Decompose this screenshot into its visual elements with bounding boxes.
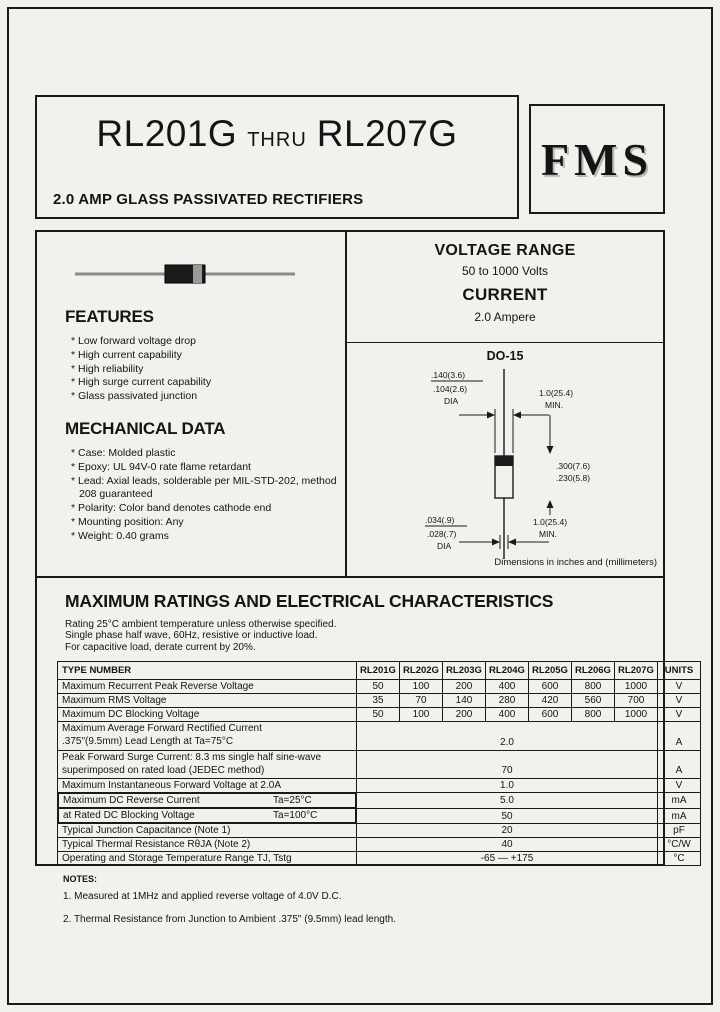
unit-cell: mA (658, 808, 701, 824)
row-condition: Ta=25°C (273, 795, 312, 807)
cell-value: 50 (357, 708, 400, 722)
cell-value-spanning: -65 — +175 (357, 852, 658, 866)
cathode-band (495, 456, 513, 466)
unit-cell: °C (658, 852, 701, 866)
table-row (58, 808, 701, 824)
ratings-table (57, 661, 701, 866)
cell-value-spanning: 70 (357, 750, 658, 779)
cell-value: 800 (572, 708, 615, 722)
voltage-range-label: VOLTAGE RANGE (434, 242, 576, 259)
column-header: RL202G (400, 662, 443, 680)
cell-value: 50 (357, 680, 400, 694)
row-label: Operating and Storage Temperature Range TJ, Tstg (58, 852, 357, 866)
table-row (58, 779, 701, 793)
cell-value: 35 (357, 694, 400, 708)
mechanical-item: * Lead: Axial leads, solderable per MIL-STD-202, method 208 guaranteed (71, 474, 337, 501)
table-row (58, 852, 701, 866)
unit-cell: °C/W (658, 838, 701, 852)
ratings-section (37, 591, 694, 866)
title-part-number-start: RL201G (96, 113, 238, 154)
unit-cell: A (658, 750, 701, 779)
row-label: Typical Junction Capacitance (Note 1) (58, 824, 357, 838)
mechanical-list (67, 447, 345, 544)
do15-dimension-drawing (347, 365, 663, 561)
table-header-row (58, 662, 701, 680)
features-list (67, 335, 345, 404)
row-condition: Ta=100°C (273, 810, 318, 822)
mechanical-item: * Mounting position: Any (71, 515, 184, 528)
cell-value-spanning: 5.0 (357, 793, 658, 809)
mechanical-item: * Epoxy: UL 94V-0 rate flame retardant (71, 460, 251, 473)
rating-condition: Rating 25°C ambient temperature unless otherwise specified. (65, 619, 337, 630)
dim-lead-length-top: 1.0(25.4) (539, 388, 574, 398)
unit-cell: pF (658, 824, 701, 838)
row-label: Maximum Average Forward Rectified Current .375"(9.5mm) Lead Length at Ta=75°C (58, 722, 357, 751)
unit-cell: V (658, 694, 701, 708)
logo-box (529, 104, 665, 214)
column-header: RL201G (357, 662, 400, 680)
row-label: Peak Forward Surge Current: 8.3 ms single half sine-wave superimposed on rated load (JEDEC method) (58, 750, 357, 779)
unit-cell: V (658, 708, 701, 722)
brand-logo: FMS (540, 133, 654, 185)
cell-value: 200 (443, 680, 486, 694)
column-header: RL204G (486, 662, 529, 680)
notes-list (63, 891, 623, 926)
feature-item: * Low forward voltage drop (71, 335, 196, 347)
dim-body-length-max: .300(7.6) (556, 461, 591, 471)
right-column-divider (347, 342, 663, 343)
mechanical-item: * Polarity: Color band denotes cathode end (71, 502, 272, 515)
cell-value: 200 (443, 708, 486, 722)
diode-image (75, 256, 295, 292)
cell-value-spanning: 2.0 (357, 722, 658, 751)
rating-conditions (65, 619, 663, 653)
dim-lead-length-bottom-min: MIN. (539, 529, 557, 539)
mechanical-heading: MECHANICAL DATA (65, 418, 226, 438)
page-title (37, 97, 517, 155)
cell-value: 400 (486, 680, 529, 694)
title-part-number-end: RL207G (316, 113, 458, 154)
title-thru: THRU (247, 129, 307, 151)
row-label: Maximum RMS Voltage (58, 694, 357, 708)
row-label: Maximum Recurrent Peak Reverse Voltage (58, 680, 357, 694)
column-header: RL205G (529, 662, 572, 680)
voltage-range-value: 50 to 1000 Volts (461, 264, 549, 278)
cell-value: 140 (443, 694, 486, 708)
table-row (58, 694, 701, 708)
dim-body-dia-max: .140(3.6) (431, 370, 466, 380)
row-label: Maximum DC Blocking Voltage (58, 708, 357, 722)
cell-value-spanning: 20 (357, 824, 658, 838)
dim-lead-dia-max: .034(.9) (425, 515, 455, 525)
notes-heading: NOTES: (63, 874, 98, 884)
table-row (58, 708, 701, 722)
note-item: 1. Measured at 1MHz and applied reverse voltage of 4.0V D.C. (63, 891, 342, 902)
column-header: RL203G (443, 662, 486, 680)
features-heading: FEATURES (65, 307, 154, 326)
current-label: CURRENT (462, 285, 548, 304)
cell-value: 100 (400, 680, 443, 694)
cell-value: 600 (529, 680, 572, 694)
package-name: DO-15 (486, 349, 524, 363)
table-row (58, 838, 701, 852)
cell-value-spanning: 1.0 (357, 779, 658, 793)
left-column (37, 232, 345, 576)
unit-cell: mA (658, 793, 701, 809)
cell-value: 800 (572, 680, 615, 694)
dim-body-length-min: .230(5.8) (556, 473, 591, 483)
right-column (345, 232, 663, 576)
notes-section (63, 874, 623, 937)
mechanical-item: * Case: Molded plastic (71, 446, 176, 459)
note-item: 2. Thermal Resistance from Junction to Ambient .375" (9.5mm) lead length. (63, 914, 396, 925)
feature-item: * High current capability (71, 348, 182, 361)
row-label: Typical Thermal Resistance RθJA (Note 2) (58, 838, 357, 852)
cell-value: 600 (529, 708, 572, 722)
cell-value: 280 (486, 694, 529, 708)
column-header: RL207G (615, 662, 658, 680)
dim-body-dia-unit: DIA (444, 396, 459, 406)
dim-body-dia-min: .104(2.6) (433, 384, 468, 394)
feature-item: * High reliability (71, 362, 144, 375)
dimensions-footnote: Dimensions in inches and (millimeters) (494, 557, 657, 568)
table-row (58, 750, 701, 779)
cell-value: 420 (529, 694, 572, 708)
ratings-heading: MAXIMUM RATINGS AND ELECTRICAL CHARACTERISTICS (65, 591, 554, 611)
row-label: Maximum DC Reverse Current Ta=25°C (58, 793, 356, 808)
table-row (58, 793, 701, 809)
row-label: at Rated DC Blocking Voltage Ta=100°C (58, 808, 356, 823)
cell-value: 560 (572, 694, 615, 708)
dim-lead-dia-unit: DIA (437, 541, 452, 551)
dim-lead-dia-min: .028(.7) (427, 529, 457, 539)
row-label: Maximum Instantaneous Forward Voltage at 2.0A (58, 779, 357, 793)
cell-value: 400 (486, 708, 529, 722)
table-row (58, 824, 701, 838)
page-subtitle: 2.0 AMP GLASS PASSIVATED RECTIFIERS (53, 191, 364, 208)
unit-cell: V (658, 779, 701, 793)
feature-item: * High surge current capability (71, 376, 212, 389)
rating-condition: Single phase half wave, 60Hz, resistive or inductive load. (65, 630, 318, 642)
column-header: TYPE NUMBER (58, 662, 357, 680)
mechanical-item: * Weight: 0.40 grams (71, 529, 169, 542)
unit-cell: A (658, 722, 701, 751)
cell-value: 1000 (615, 708, 658, 722)
cathode-band (193, 265, 202, 283)
current-value: 2.0 Ampere (474, 310, 536, 324)
dim-lead-length-bottom: 1.0(25.4) (533, 517, 568, 527)
table-row (58, 722, 701, 751)
column-header: UNITS (658, 662, 701, 680)
table-row (58, 680, 701, 694)
main-content-box (35, 230, 694, 866)
feature-item: * Glass passivated junction (71, 390, 198, 403)
cell-value: 1000 (615, 680, 658, 694)
top-area (37, 232, 663, 578)
dim-lead-length-top-min: MIN. (545, 400, 563, 410)
column-header: RL206G (572, 662, 615, 680)
unit-cell: V (658, 680, 701, 694)
cell-value: 100 (400, 708, 443, 722)
cell-value-spanning: 40 (357, 838, 658, 852)
cell-value-spanning: 50 (357, 808, 658, 824)
rating-condition: For capacitive load, derate current by 20%. (65, 641, 256, 653)
cell-value: 700 (615, 694, 658, 708)
cell-value: 70 (400, 694, 443, 708)
title-box (35, 95, 519, 219)
